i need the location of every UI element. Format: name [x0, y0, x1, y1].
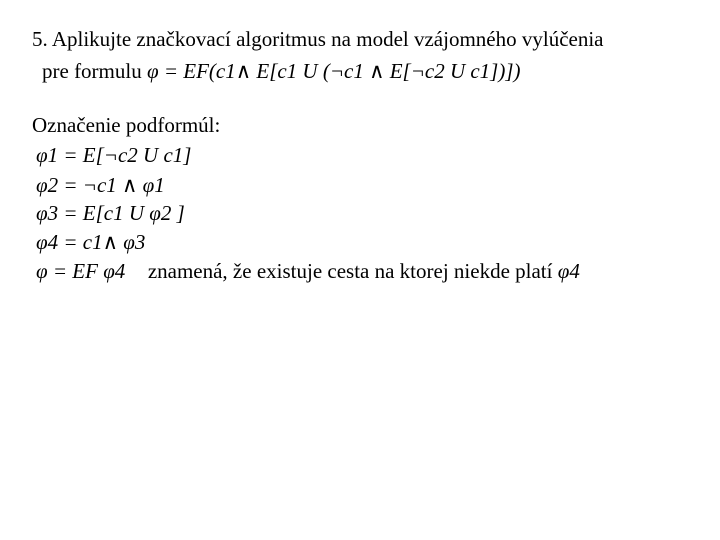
subformula-2: φ2 = ¬c1 ∧ φ1 [36, 173, 165, 197]
task-text: Aplikujte značkovací algoritmus na model vzájomného vylúčenia [51, 27, 604, 51]
task-number: 5. [32, 27, 48, 51]
subformula-1: φ1 = E[¬c2 U c1] [36, 143, 192, 167]
subformula-5-note: znamená, že existuje cesta na ktorej niekde platí [147, 259, 553, 283]
task-line-2 [42, 58, 521, 84]
subformula-5-formula: φ = EF φ4 [36, 259, 126, 283]
task-line-1 [32, 26, 604, 52]
subformula-4: φ4 = c1∧ φ3 [36, 230, 146, 254]
task-formula: φ = EF(c1∧ E[c1 U (¬c1 ∧ E[¬c2 U c1])]) [146, 59, 521, 83]
subformula-5-note-symbol: φ4 [557, 259, 580, 283]
task-prefix: pre formulu [42, 59, 142, 83]
subformula-heading: Označenie podformúl: [32, 113, 221, 137]
subformula-3: φ3 = E[c1 U φ2 ] [36, 201, 185, 225]
subformula-5 [36, 258, 580, 284]
